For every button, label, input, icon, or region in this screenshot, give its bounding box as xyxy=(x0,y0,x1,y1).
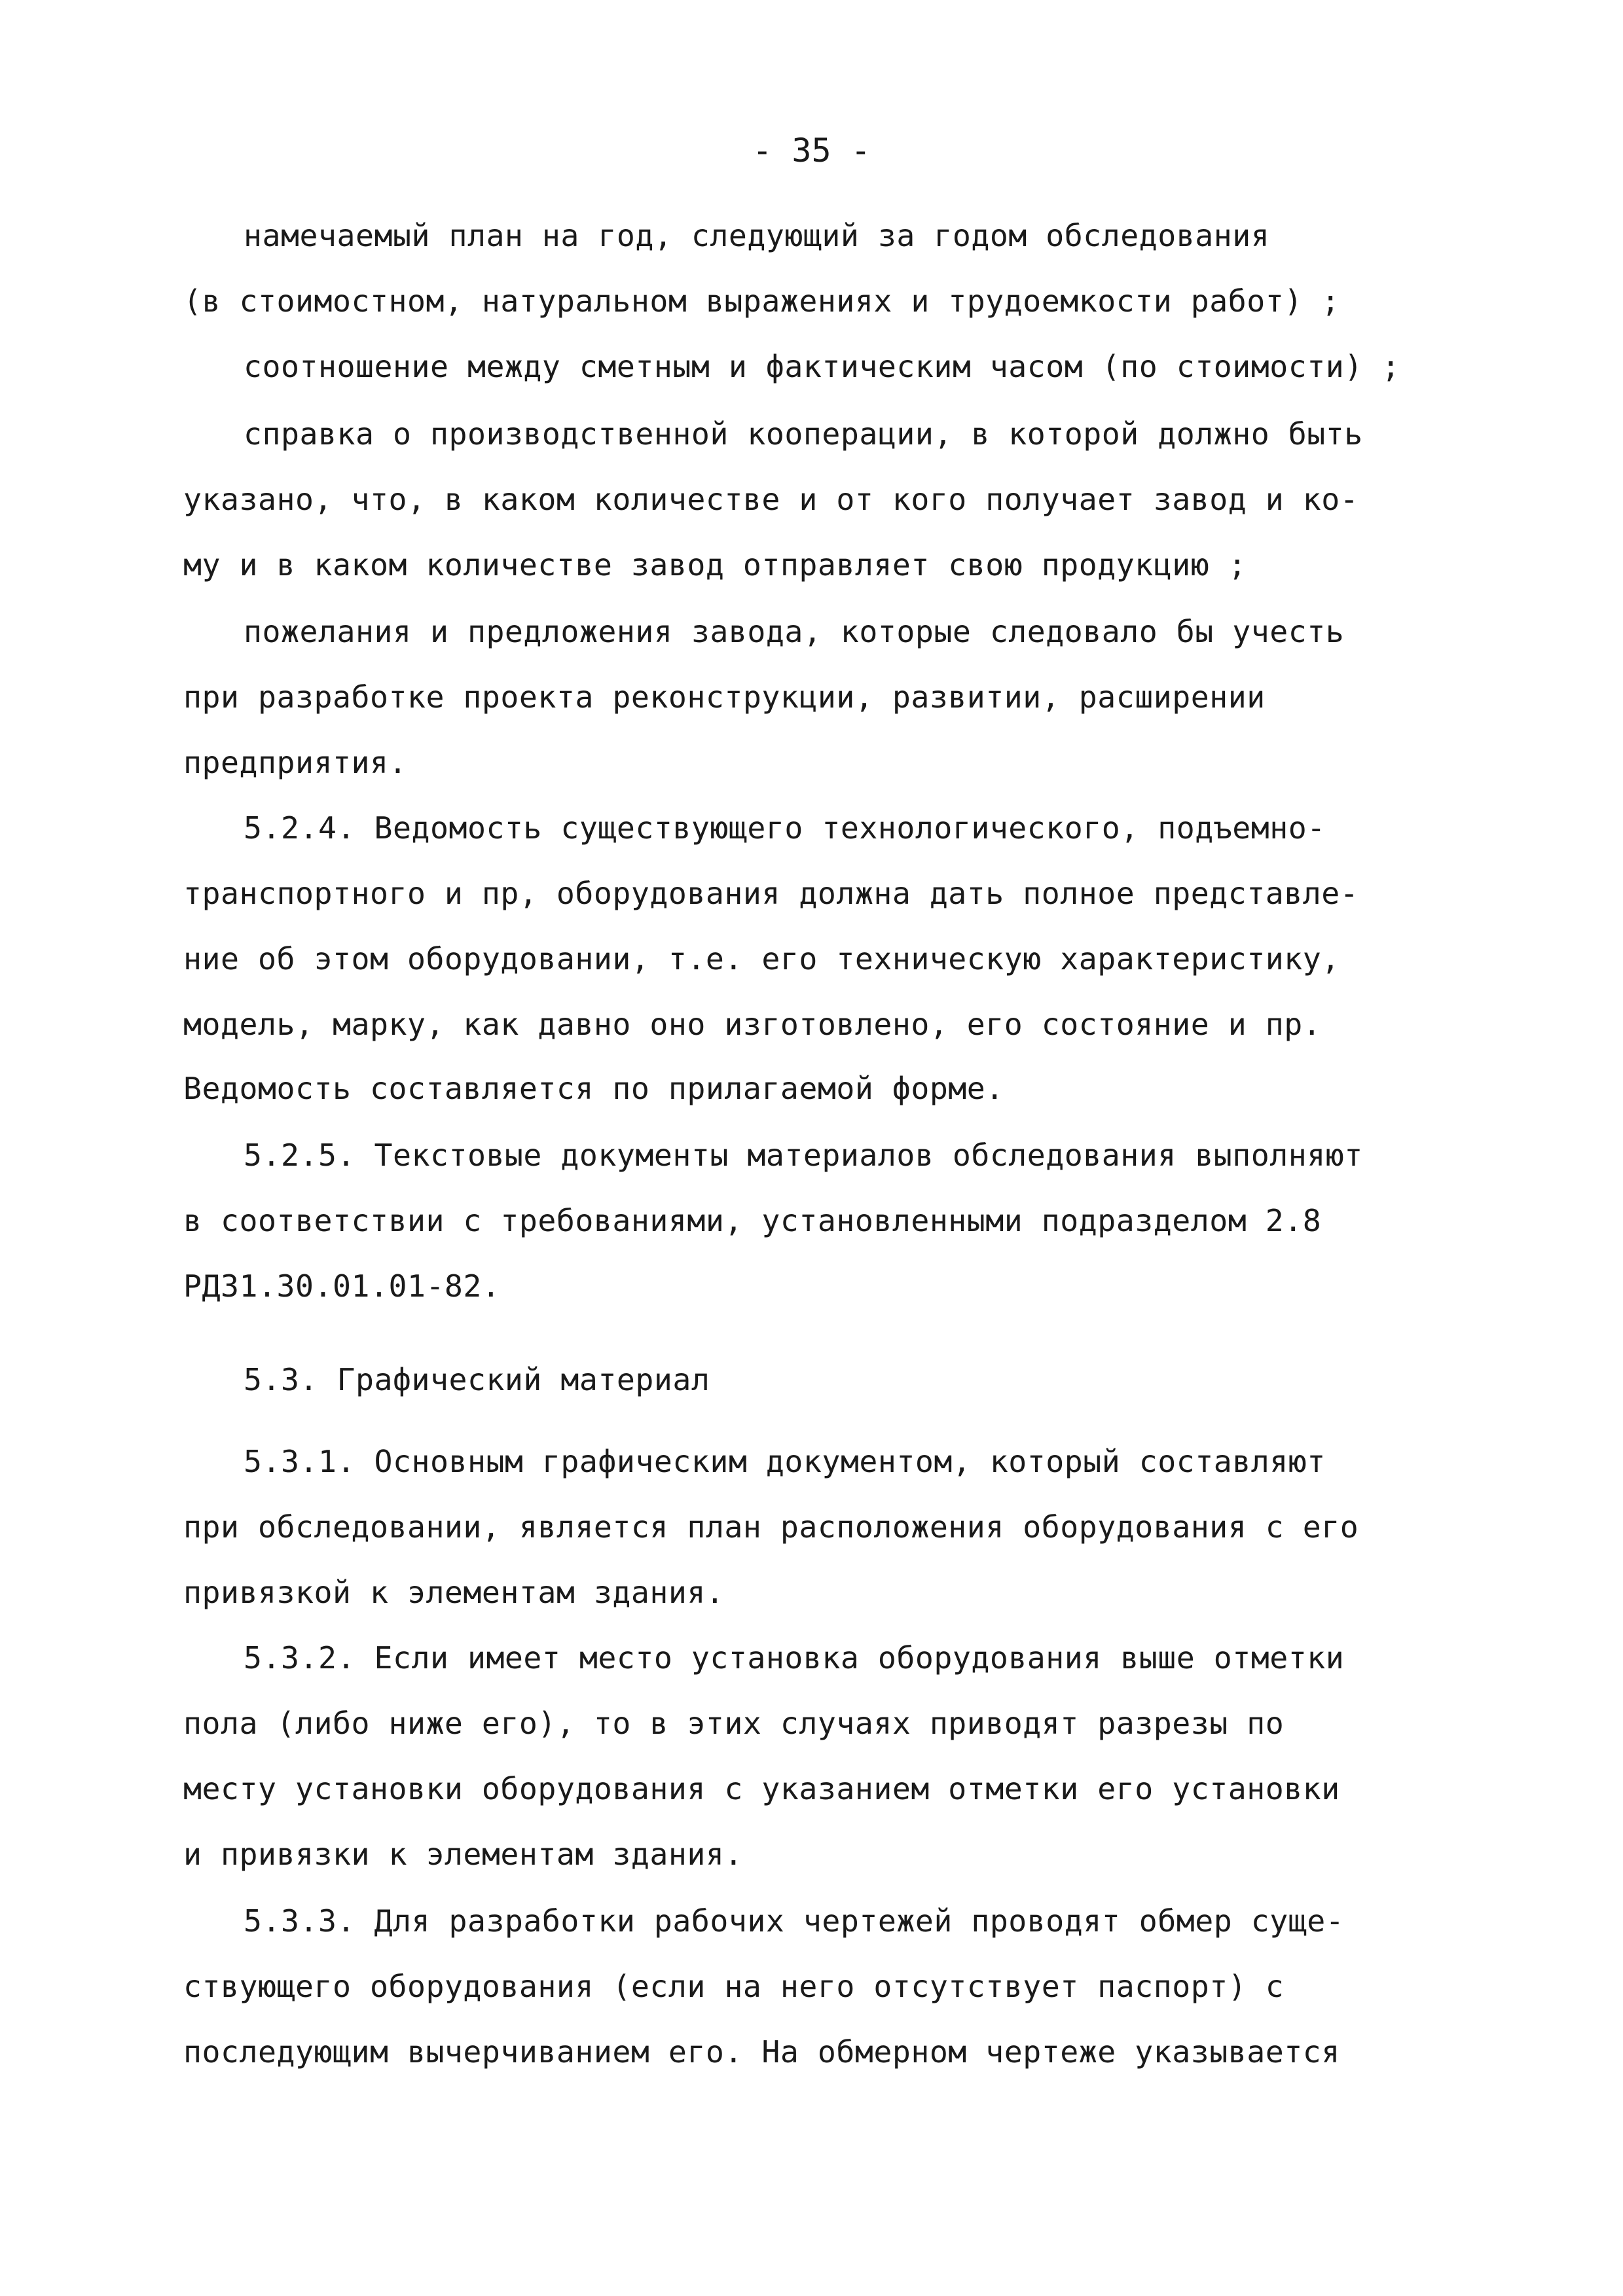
text-line: ствующего оборудования (если на него отсутствует паспорт) с xyxy=(183,1969,1285,2004)
text-line: 5.2.4. Ведомость существующего технологического, подъемно- xyxy=(244,810,1326,846)
text-line: 5.3.3. Для разработки рабочих чертежей проводят обмер суще- xyxy=(244,1903,1345,1939)
text-line: справка о производственной кооперации, в которой должно быть xyxy=(244,416,1363,452)
text-line: соотношение между сметным и фактическим часом (по стоимости) ; xyxy=(244,349,1400,384)
text-line: в соответствии с требованиями, установленными подразделом 2.8 xyxy=(183,1203,1322,1238)
text-line: Ведомость составляется по прилагаемой форме. xyxy=(183,1071,1004,1106)
text-line: 5.2.5. Текстовые документы материалов обследования выполняют xyxy=(244,1138,1363,1173)
text-line: му и в каком количестве завод отправляет свою продукцию ; xyxy=(183,547,1247,583)
text-line: последующим вычерчиванием его. На обмерном чертеже указывается xyxy=(183,2034,1340,2070)
text-line: предприятия. xyxy=(183,745,407,780)
text-line: (в стоимостном, натуральном выражениях и трудоемкости работ) ; xyxy=(183,283,1340,319)
text-line: ние об этом оборудовании, т.е. его техническую характеристику, xyxy=(183,941,1340,977)
text-line: пожелания и предложения завода, которые следовало бы учесть xyxy=(244,614,1345,649)
text-line: указано, что, в каком количестве и от кого получает завод и ко- xyxy=(183,482,1359,517)
text-line: РД31.30.01.01-82. xyxy=(183,1268,501,1304)
section-heading: 5.3. Графический материал xyxy=(244,1362,710,1397)
text-line: 5.3.1. Основным графическим документом, который составляют xyxy=(244,1444,1326,1479)
text-line: 5.3.2. Если имеет место установка оборудования выше отметки xyxy=(244,1640,1345,1676)
text-line: пола (либо ниже его), то в этих случаях приводят разрезы по xyxy=(183,1706,1285,1741)
text-line: месту установки оборудования с указанием отметки его установки xyxy=(183,1771,1340,1806)
page-number: - 35 - xyxy=(752,132,871,170)
text-line: при разработке проекта реконструкции, развитии, расширении xyxy=(183,679,1266,715)
text-line: и привязки к элементам здания. xyxy=(183,1837,743,1872)
text-line: намечаемый план на год, следующий за годом обследования xyxy=(244,218,1270,253)
text-line: транспортного и пр, оборудования должна дать полное представле- xyxy=(183,876,1359,911)
text-line: при обследовании, является план расположения оборудования с его xyxy=(183,1509,1359,1545)
text-line: модель, марку, как давно оно изготовлено, его состояние и пр. xyxy=(183,1007,1322,1042)
text-line: привязкой к элементам здания. xyxy=(183,1575,725,1610)
